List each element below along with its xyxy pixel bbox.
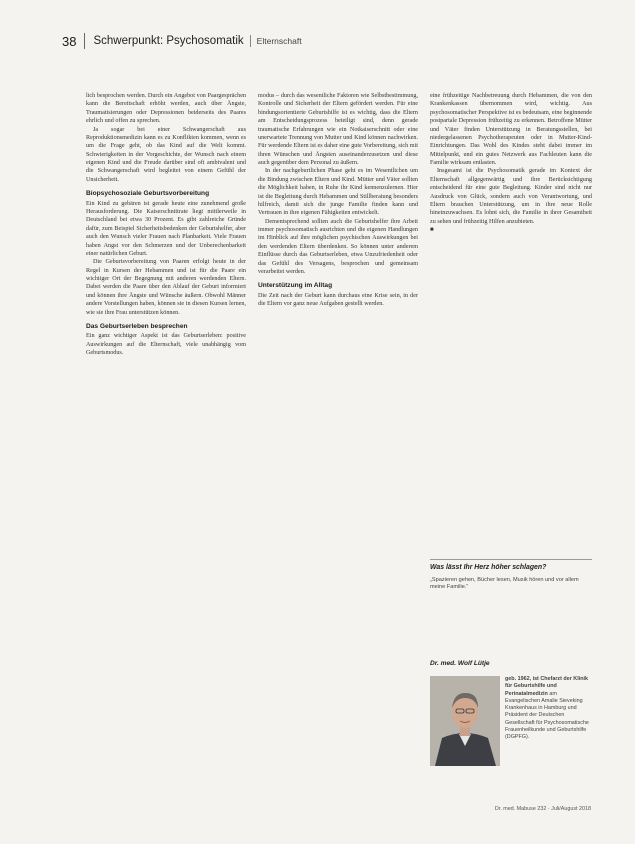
paragraph: Dementsprechend sollten auch die Geburtshelfer ihre Arbeit immer psychosomatisch ausrichten und die eigenen Handlungen im Hinblick auf ihre möglichen psychischen Auswirkungen bei den werdenden Eltern überdenken. So können unter anderem Einflüsse durch das Geburtserleben, etwa Unzufriedenheit oder das Gefühl des Versagens, besprochen und gemeinsam verarbeitet werden. — [258, 218, 418, 275]
paragraph: Die Geburtsvorbereitung von Paaren erfolgt heute in der Regel in Kursen der Hebammen und ist für die Paare ein wichtiger Ort der Begegnung mit anderen werdenden Eltern. Dabei werden die Paare über den Ablauf der Geburt informiert und können ihre Ängste und Wünsche äußern. Obwohl Männer andere Vorstellungen haben, können sie in diesen Kursen lernen, wie sie ihre Frau unterstützen können. — [86, 259, 246, 316]
author-bio — [505, 676, 592, 742]
paragraph: In der nachgeburtlichen Phase geht es im Wesentlichen um die Bindung zwischen Eltern und Kind. Mütter und Väter sollten die Möglichkeit haben, in Ruhe ihr Kind kennenzulernen. Hier ist die Begleitung durch Hebammen und Stillberatung besonders hilfreich, damit sich die junge Familie finden kann und Vertrauen in ihre eigenen Fähigkeiten entwickelt. — [258, 168, 418, 217]
article-column-2 — [258, 92, 418, 309]
paragraph: Ein Kind zu gebären ist gerade heute eine zunehmend große Herausforderung. Die Kaiserschnittrate liegt mittlerweile in Deutschland bei etwa 30 Prozent. Es gibt zahlreiche Gründe dafür, zum Beispiel Sicherheitsbedenken der Geburtshelfer, aber auch den Wunsch vieler Frauen nach Planbarkeit. Viele Frauen haben Angst vor den Schmerzen und der Unberechenbarkeit einer natürlichen Geburt. — [86, 200, 246, 257]
subsection-title: Elternschaft — [256, 36, 302, 46]
paragraph: Ja sogar bei einer Schwangerschaft aus Reproduktionsmedizin kann es zu Konflikten kommen, wenn es um die Frage geht, ob das Kind auf die Welt kommt. Schwierigkeiten in der Vorgeschichte, der Wunsch nach einem eigenen Kind und die Freude darüber sind oft ambivalent und die Schwangerschaft wird begleitet von einem Gefühl der Unsicherheit. — [86, 126, 246, 183]
author-bio-intro: geb. 1962, ist Chefarzt der Klinik für Geburtshilfe und Perinatalmedizin — [505, 676, 588, 697]
section-heading: Biopsychosoziale Geburtsvorbereitung — [86, 190, 210, 198]
paragraph: modus – durch das wesentliche Faktoren wie Selbstbestimmung, Kontrolle und Sicherheit der Eltern gefördert werden. Für eine bindungsorientierte Geburtshilfe ist es wichtig, dass die Eltern am Entscheidungsprozess beteiligt sind, denn gerade traumatische Erfahrungen wie ein Notkaiserschnitt oder eine unerwartete Trennung von Mutter und Kind können nachwirken. Für werdende Eltern ist es daher eine gute Vorbereitung, sich mit ihren Wünschen und Ängsten auseinanderzusetzen und diese auch gegenüber dem Personal zu äußern. — [258, 93, 418, 166]
article-column-1 — [86, 92, 246, 358]
header-divider — [84, 33, 85, 49]
paragraph: eine frühzeitige Nachbetreuung durch Hebammen, die von den Krankenkassen übernommen wird, wichtig. Aus psychosomatischer Perspektive ist es bedeutsam, eine beginnende postpartale Depression frühzeitig zu erkennen. Betroffene Mütter und Väter finden Unterstützung in Beratungsstellen, bei niedergelassenen Psychotherapeuten oder in Mutter-Kind-Einrichtungen. Das Wohl des Kindes steht dabei immer im Mittelpunkt, und ein gutes Netzwerk aus Fachleuten kann die Familie wirksam entlasten. — [430, 93, 592, 166]
qa-question: Was lässt Ihr Herz höher schlagen? — [430, 564, 547, 571]
author-box — [430, 660, 592, 741]
article-column-3 — [430, 92, 592, 234]
header-divider-small — [250, 35, 251, 47]
author-name: Dr. med. Wolf Lütje — [430, 660, 490, 667]
section-title: Schwerpunkt: Psychosomatik — [93, 35, 244, 47]
qa-answer: „Spazieren gehen, Bücher lesen, Musik hören und vor allem meine Familie.“ — [430, 577, 579, 591]
portrait-icon — [430, 676, 500, 766]
end-mark-icon: ■ — [430, 227, 434, 233]
section-heading: Unterstützung im Alltag — [258, 282, 333, 290]
divider — [430, 559, 592, 560]
paragraph: Insgesamt ist die Psychosomatik gerade im Kontext der Elternschaft allgegenwärtig und ihre Berücksichtigung entscheidend für eine gute Begleitung. Kinder sind nicht nur Ausdruck von Glück, sondern auch von Verantwortung, und Eltern brauchen Unterstützung, um in ihre neue Rolle hineinzuwachsen. Es lohnt sich, die Familie in ihrer Gesamtheit zu sehen und frühzeitig Hilfen anzubieten. — [430, 168, 592, 225]
page-footer-citation: Dr. med. Mabuse 232 · Juli/August 2018 — [494, 806, 591, 812]
paragraph: Die Zeit nach der Geburt kann durchaus eine Krise sein, in der die Eltern vor ganz neue Aufgaben gestellt werden. — [258, 292, 418, 308]
section-heading: Das Geburtserleben besprechen — [86, 322, 188, 330]
author-bio-text: am Evangelischen Amalie Sieveking Krankenhaus in Hamburg und Präsident der Deutschen Gesellschaft für Psychosomatische Frauenheilkunde und Geburtshilfe (DGPFG). — [505, 690, 589, 741]
author-qa-box — [430, 559, 592, 592]
page-header — [62, 33, 302, 49]
page-number: 38 — [62, 33, 77, 49]
author-photo — [430, 676, 500, 766]
paragraph: Ein ganz wichtiger Aspekt ist das Geburtserleben: positive Auswirkungen auf die Elternschaft, viele unabhängig vom Geburtsmodus. — [86, 333, 246, 357]
paragraph: lich besprochen werden. Durch ein Angebot von Paargesprächen kann die Bereitschaft erhöht werden, auch über Ängste, Traumatisierungen oder Depressionen beiderseits des Paares ehrlich und offen zu sprechen. — [86, 93, 246, 125]
